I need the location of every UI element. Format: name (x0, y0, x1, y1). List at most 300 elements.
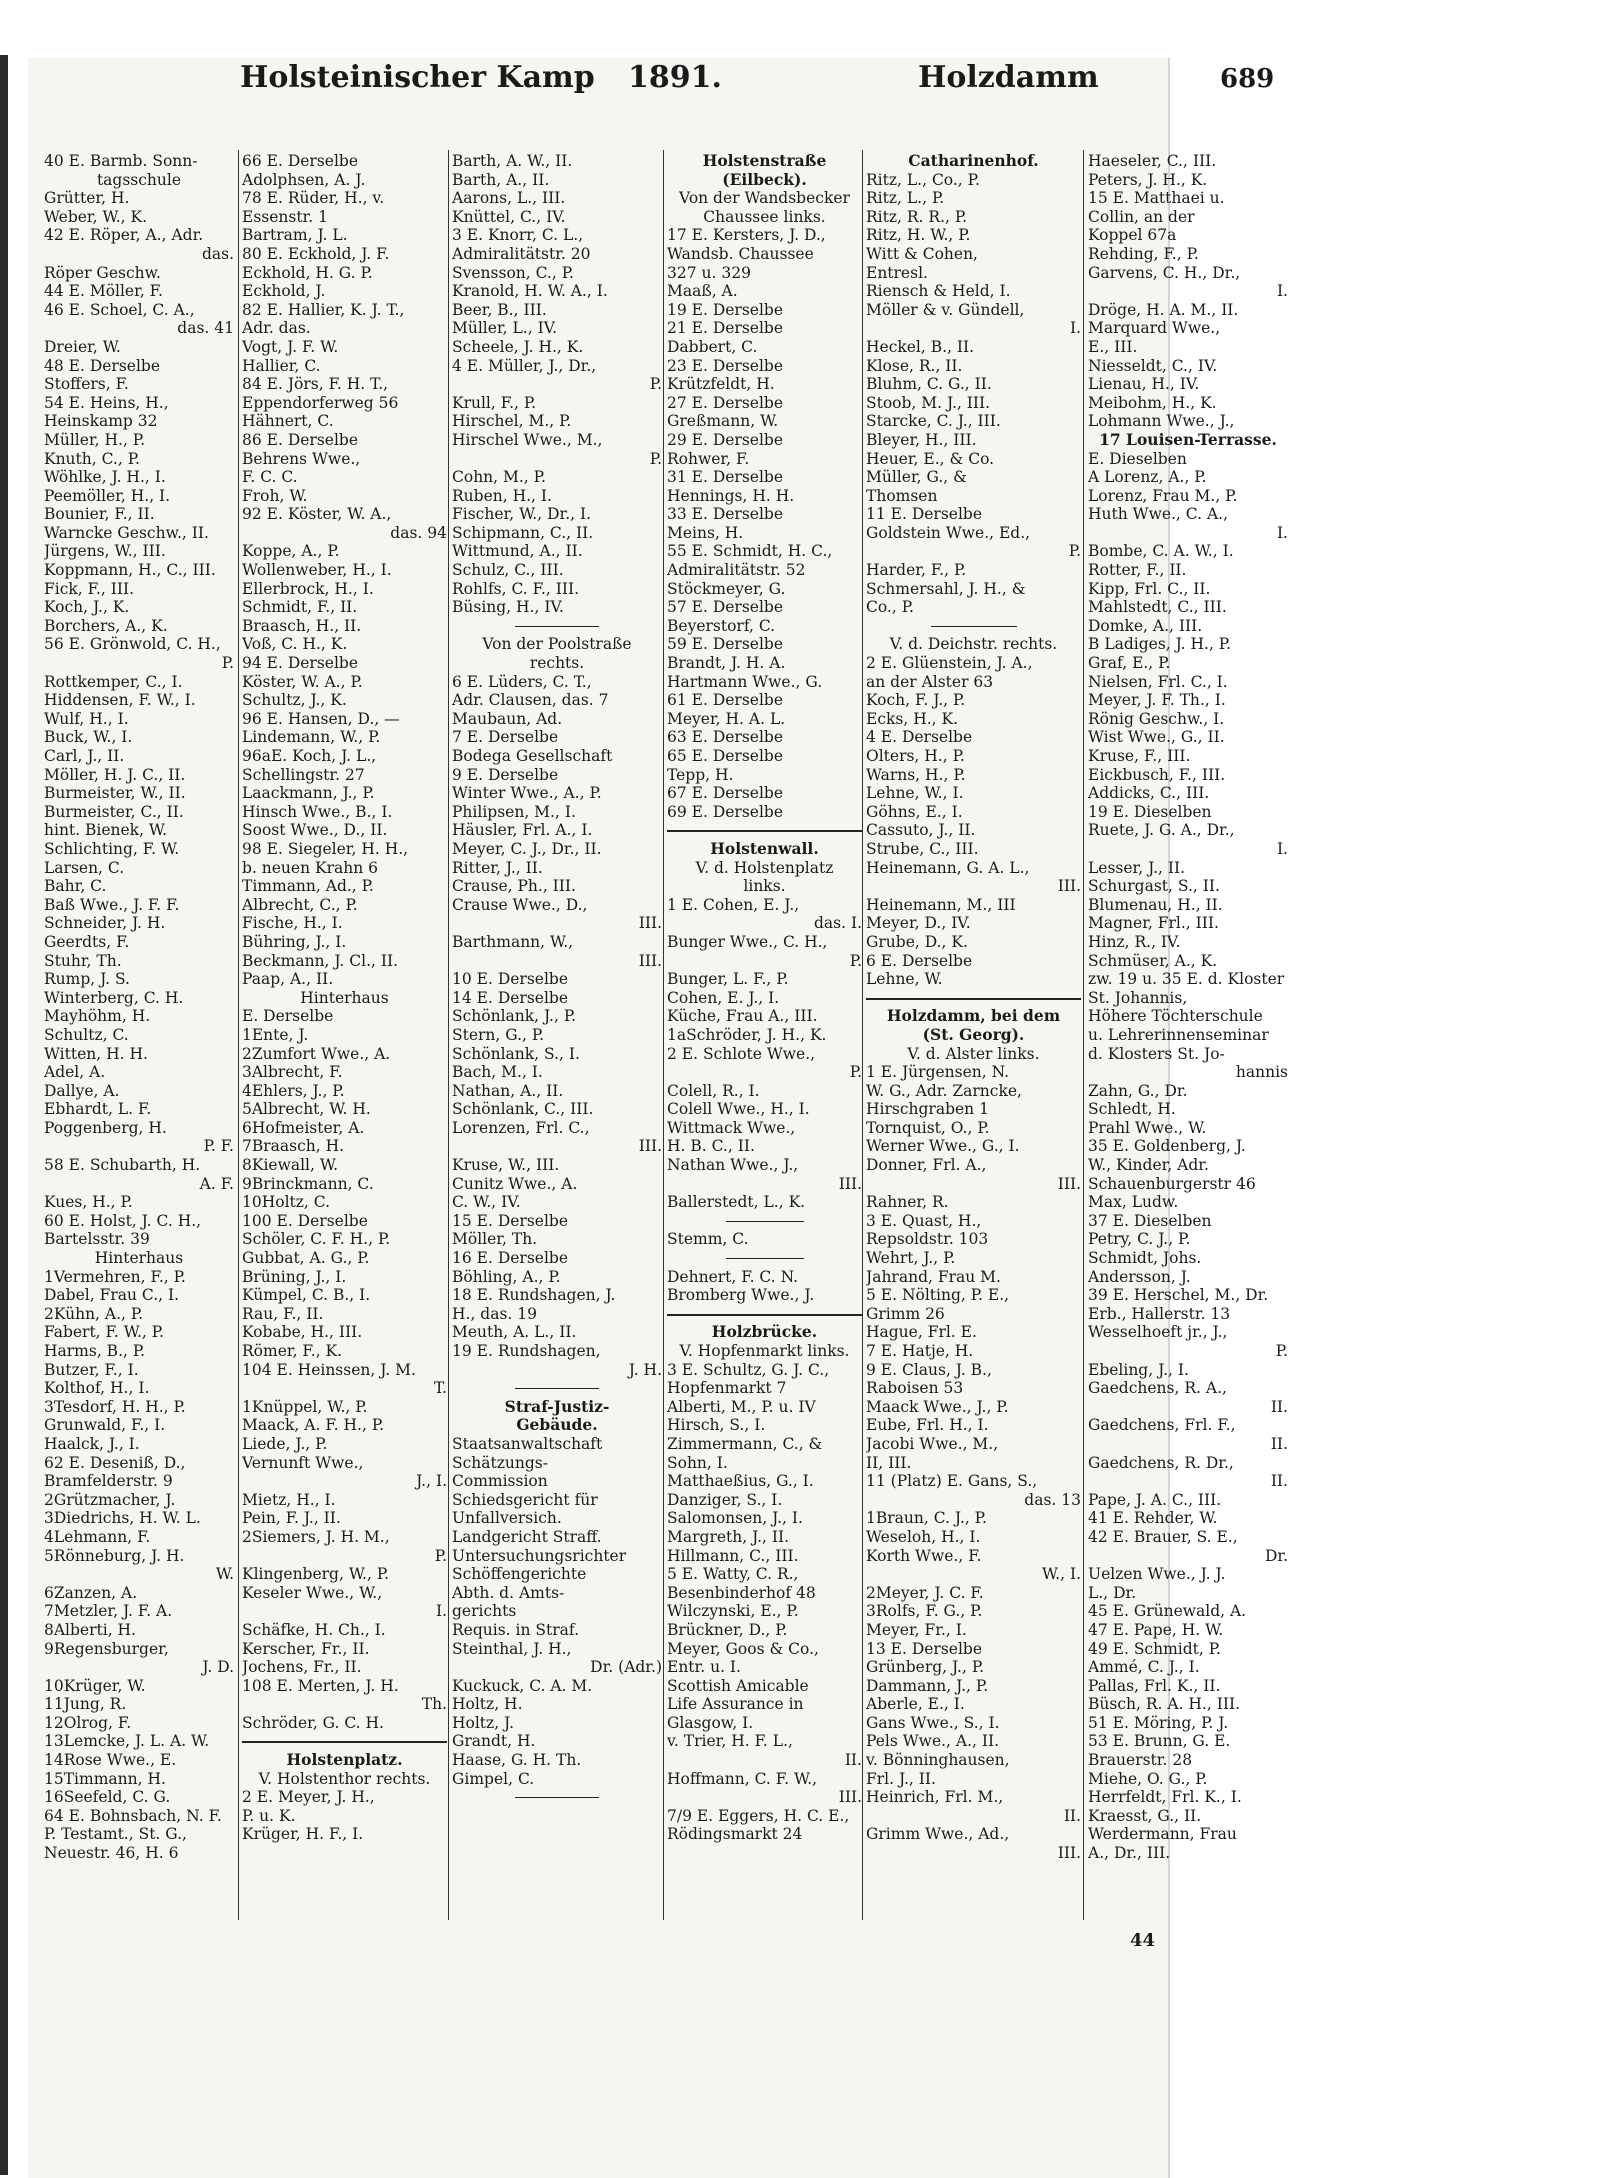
directory-entry: Paap, A., II. (242, 970, 334, 989)
directory-entry: 41 E. Rehder, W. (1088, 1509, 1218, 1528)
section-rule (667, 1249, 862, 1268)
directory-entry: 18 E. Rundshagen, J. (452, 1286, 616, 1305)
directory-entry: Hague, Frl. E. (866, 1323, 977, 1342)
directory-entry: J. H. (628, 1360, 662, 1379)
directory-entry: hint. Bienek, W. (44, 821, 168, 840)
directory-entry: Rahner, R. (866, 1193, 949, 1212)
directory-entry: Landgericht Straff. (452, 1527, 602, 1546)
column-divider (448, 150, 449, 1920)
directory-entry: 7 E. Hatje, H. (866, 1342, 974, 1360)
directory-entry: Meyer, D., IV. (866, 914, 971, 933)
directory-entry: 48 E. Derselbe (44, 356, 161, 375)
directory-entry: 11 (Platz) E. Gans, S., (866, 1472, 1038, 1491)
directory-entry: Adel, A. (44, 1063, 106, 1082)
directory-entry: W., I. (1041, 1565, 1081, 1584)
directory-entry: 17 E. Kersters, J. D., (667, 226, 826, 245)
directory-entry: Göhns, E., I. (866, 802, 963, 821)
directory-entry: Knüttel, C., IV. (452, 207, 566, 226)
directory-entry: Heuer, E., & Co. (866, 449, 995, 468)
directory-entry: Blumenau, H., II. (1088, 895, 1223, 914)
directory-entry: 3Tesdorf, H. H., P. (44, 1397, 186, 1416)
directory-entry: Hallier, C. (242, 356, 321, 375)
directory-entry: Kruse, F., III. (1088, 747, 1191, 765)
directory-entry: das. 41 (177, 319, 234, 338)
directory-entry: 64 E. Bohnsbach, N. F. (44, 1806, 222, 1825)
directory-entry: 19 E. Derselbe (667, 300, 784, 319)
directory-entry: 10Krüger, W. (44, 1676, 146, 1695)
directory-entry: 5 E. Nölting, P. E., (866, 1286, 1010, 1305)
directory-entry: Jochens, Fr., II. (242, 1658, 362, 1677)
directory-entry: Schulz, C., III. (452, 561, 564, 580)
directory-entry: P. (849, 1063, 862, 1082)
directory-entry: Fischer, W., Dr., I. (452, 505, 592, 524)
directory-entry: Schneider, J. H. (44, 914, 166, 933)
directory-entry: 5Albrecht, W. H. (242, 1100, 371, 1119)
section-heading: Holstenplatz. (286, 1751, 403, 1770)
directory-entry: Mahlstedt, C., III. (1088, 598, 1227, 617)
directory-entry: Burmeister, W., II. (44, 784, 186, 803)
directory-entry: Schmidt, F., II. (242, 598, 358, 617)
directory-entry: Schultz, C. (44, 1025, 129, 1044)
directory-entry: Bodega Gesellschaft (452, 747, 613, 765)
directory-entry: Müller, L., IV. (452, 319, 558, 338)
directory-entry: Meyer, J. F. Th., I. (1088, 691, 1226, 710)
directory-entry: Crause Wwe., D., (452, 895, 588, 914)
directory-entry: 7/9 E. Eggers, H. C. E., (667, 1806, 850, 1825)
directory-entry: Stoob, M. J., III. (866, 393, 991, 412)
directory-entry: 96aE. Koch, J. L., (242, 747, 377, 765)
directory-entry: Ritz, R. R., P. (866, 207, 968, 226)
directory-entry: 39 E. Herschel, M., Dr. (1088, 1286, 1269, 1305)
directory-entry: Frl. J., II. (866, 1769, 936, 1788)
directory-entry: Nathan Wwe., J., (667, 1156, 799, 1175)
directory-entry: Cassuto, J., II. (866, 821, 976, 840)
directory-entry: Grütter, H. (44, 189, 130, 208)
directory-entry: 60 E. Holst, J. C. H., (44, 1211, 202, 1230)
directory-entry: Scheele, J. H., K. (452, 337, 584, 356)
directory-entry: Stuhr, Th. (44, 951, 122, 970)
directory-entry: Koch, J., K. (44, 598, 130, 617)
directory-entry: 13 E. Derselbe (866, 1639, 983, 1658)
directory-entry: Kruse, W., III. (452, 1156, 560, 1175)
directory-entry: 57 E. Derselbe (667, 598, 784, 617)
directory-entry: Haeseler, C., III. (1088, 152, 1217, 170)
directory-entry: Ebeling, J., I. (1088, 1360, 1189, 1379)
directory-entry: Rump, J. S. (44, 970, 130, 989)
directory-entry: Koppel 67a (1088, 226, 1177, 245)
directory-entry: 40 E. Barmb. Sonn- (44, 152, 198, 170)
directory-entry: J. D. (202, 1658, 234, 1677)
directory-entry: Wilczynski, E., P. (667, 1602, 799, 1621)
directory-entry: das. 13 (1024, 1490, 1081, 1509)
directory-entry: Jacobi Wwe., M., (866, 1434, 999, 1453)
directory-entry: 86 E. Derselbe (242, 430, 359, 449)
directory-entry: Kipp, Frl. C., II. (1088, 579, 1211, 598)
directory-entry: III. (638, 951, 662, 970)
directory-entry: Mayhöhm, H. (44, 1007, 151, 1026)
header-street-right: Holzdamm (918, 60, 1099, 95)
directory-entry: Höhere Töchterschule (1088, 1007, 1263, 1026)
directory-entry: 2Kühn, A., P. (44, 1304, 144, 1323)
section-heading: Holstenwall. (710, 839, 819, 858)
directory-entry: 37 E. Dieselben (1088, 1211, 1212, 1230)
directory-entry: 19 E. Dieselben (1088, 802, 1212, 821)
directory-entry: Thomsen (866, 486, 938, 505)
directory-entry: 100 E. Derselbe (242, 1211, 368, 1230)
directory-entry: A Lorenz, A., P. (1088, 468, 1207, 487)
directory-entry: 104 E. Heinssen, J. M. (242, 1360, 416, 1379)
directory-entry: Dammann, J., P. (866, 1676, 989, 1695)
directory-entry: Winterberg, C. H. (44, 988, 184, 1007)
directory-entry: Ritz, H. W., P. (866, 226, 971, 245)
directory-entry: Möller, H. J. C., II. (44, 765, 186, 784)
section-heading: Straf-Justiz- (504, 1397, 610, 1416)
directory-entry: Gans Wwe., S., I. (866, 1713, 1000, 1732)
directory-entry: v. Bönninghausen, (866, 1751, 1010, 1770)
directory-entry: Müller, G., & (866, 468, 967, 487)
directory-entry: 4 E. Derselbe (866, 728, 973, 747)
directory-entry: Andersson, J. (1088, 1267, 1191, 1286)
directory-entry: Meuth, A. L., II. (452, 1323, 577, 1342)
directory-entry: Glasgow, I. (667, 1713, 754, 1732)
section-heading: (Eilbeck). (722, 170, 807, 189)
directory-entry: V. Hopfenmarkt links. (679, 1342, 850, 1360)
directory-entry: Hirsch, S., I. (667, 1416, 766, 1435)
directory-entry: Entresl. (866, 263, 928, 282)
directory-entry: Weseloh, H., I. (866, 1527, 981, 1546)
directory-entry: Ritz, L., Co., P. (866, 170, 980, 189)
directory-entry: Mietz, H., I. (242, 1490, 336, 1509)
directory-entry: Lohmann Wwe., J., (1088, 412, 1235, 431)
directory-entry: Dabel, Frau C., I. (44, 1286, 180, 1305)
directory-entry: Lehne, W., I. (866, 784, 964, 803)
directory-entry: III. (1057, 877, 1081, 896)
directory-entry: Schönlank, J., P. (452, 1007, 577, 1026)
directory-entry: I. (435, 1602, 447, 1621)
directory-entry: Schöffengerichte (452, 1565, 587, 1584)
directory-entry: P. (849, 951, 862, 970)
directory-entry: 1Vermehren, F., P. (44, 1267, 186, 1286)
directory-entry: A. F. (199, 1174, 234, 1193)
directory-entry: Koppe, A., P. (242, 542, 340, 561)
directory-entry: Kümpel, C. B., I. (242, 1286, 371, 1305)
directory-entry: 5Rönneburg, J. H. (44, 1546, 185, 1565)
directory-entry: Pape, J. A. C., III. (1088, 1490, 1222, 1509)
directory-entry: 9 E. Claus, J. B., (866, 1360, 992, 1379)
directory-entry: Fabert, F. W., P. (44, 1323, 164, 1342)
directory-entry: 27 E. Derselbe (667, 393, 784, 412)
directory-entry: 2Siemers, J. H. M., (242, 1527, 390, 1546)
directory-entry: Gimpel, C. (452, 1769, 535, 1788)
directory-entry: 51 E. Möring, P. J. (1088, 1713, 1229, 1732)
directory-entry: Koppmann, H., C., III. (44, 561, 216, 580)
directory-entry: Hoffmann, C. F. W., (667, 1769, 818, 1788)
directory-entry: Froh, W. (242, 486, 308, 505)
directory-entry: Meibohm, H., K. (1088, 393, 1217, 412)
directory-entry: Gaedchens, R. A., (1088, 1379, 1227, 1398)
directory-entry: Huth Wwe., C. A., (1088, 505, 1228, 524)
directory-entry: Lienau, H., IV. (1088, 375, 1200, 394)
directory-entry: V. Holstenthor rechts. (258, 1769, 431, 1788)
directory-entry: Lesser, J., II. (1088, 858, 1186, 877)
directory-entry: Beyerstorf, C. (667, 616, 776, 635)
directory-entry: das. I. (813, 914, 862, 933)
section-divider (242, 1732, 447, 1751)
directory-entry: b. neuen Krahn 6 (242, 858, 378, 877)
directory-entry: 55 E. Schmidt, H. C., (667, 542, 833, 561)
directory-entry: 69 E. Derselbe (667, 802, 784, 821)
directory-entry: E. Derselbe (242, 1007, 334, 1026)
directory-entry: Ellerbrock, H., I. (242, 579, 374, 598)
directory-entry: Brückner, D., P. (667, 1620, 788, 1639)
directory-entry: hannis (1235, 1063, 1288, 1082)
scan-edge (0, 55, 8, 2175)
directory-entry: 19 E. Rundshagen, (452, 1342, 601, 1360)
directory-entry: 44 E. Möller, F. (44, 282, 163, 301)
directory-entry: Koch, F. J., P. (866, 691, 966, 710)
directory-entry: zw. 19 u. 35 E. d. Kloster (1088, 970, 1285, 989)
directory-entry: I. (1276, 282, 1288, 301)
directory-entry: Cohn, M., P. (452, 468, 546, 487)
directory-entry: 4 E. Müller, J., Dr., (452, 356, 597, 375)
directory-entry: Goldstein Wwe., Ed., (866, 523, 1031, 542)
directory-entry: Entr. u. I. (667, 1658, 741, 1677)
directory-entry: Buck, W., I. (44, 728, 133, 747)
directory-entry: P. (434, 1546, 447, 1565)
directory-entry: 6Zanzen, A. (44, 1583, 138, 1602)
directory-entry: Vernunft Wwe., (242, 1453, 364, 1472)
directory-entry: III. (1057, 1174, 1081, 1193)
directory-entry: 31 E. Derselbe (667, 468, 784, 487)
directory-entry: Hopfenmarkt 7 (667, 1379, 787, 1398)
directory-entry: 4Ehlers, J., P. (242, 1081, 345, 1100)
directory-entry: P. (649, 449, 662, 468)
directory-entry: Lorenz, Frau M., P. (1088, 486, 1238, 505)
directory-entry: 11 E. Derselbe (866, 505, 983, 524)
directory-entry: tagsschule (96, 170, 182, 189)
directory-entry: Ritz, L., P. (866, 189, 945, 208)
directory-entry: Bühring, J., I. (242, 932, 347, 951)
directory-entry: Warns, H., P. (866, 765, 966, 784)
directory-entry: P. (649, 375, 662, 394)
directory-entry: d. Klosters St. Jo- (1088, 1044, 1225, 1063)
directory-entry: Scottish Amicable (667, 1676, 809, 1695)
column-divider (238, 150, 239, 1920)
directory-entry: Meins, H. (667, 523, 744, 542)
directory-entry: A., Dr., III. (1088, 1844, 1171, 1863)
directory-entry: P. F. (203, 1137, 234, 1156)
directory-entry: Hirschel, M., P. (452, 412, 572, 431)
directory-entry: 16Seefeld, C. G. (44, 1788, 171, 1807)
directory-entry: Butzer, F., I. (44, 1360, 139, 1379)
directory-entry: Barth, A., II. (452, 170, 550, 189)
directory-entry: Strube, C., III. (866, 839, 979, 858)
directory-entry: Crause, Ph., III. (452, 877, 576, 896)
section-heading: 17 Louisen-Terrasse. (1099, 430, 1277, 449)
directory-entry: Vogt, J. F. W. (242, 337, 339, 356)
directory-entry: Garvens, C. H., Dr., (1088, 263, 1241, 282)
directory-entry: 96 E. Hansen, D., — (242, 709, 400, 728)
directory-entry: Wandsb. Chaussee (667, 244, 814, 263)
directory-entry: Adolphsen, A. J. (242, 170, 366, 189)
directory-entry: Kraesst, G., II. (1088, 1806, 1202, 1825)
directory-entry: 1Ente, J. (242, 1025, 309, 1044)
directory-entry: Bunger Wwe., C. H., (667, 932, 828, 951)
directory-entry: W. G., Adr. Zarncke, (866, 1081, 1022, 1100)
directory-entry: Hirschgraben 1 (866, 1100, 989, 1119)
directory-entry: P. (221, 654, 234, 673)
directory-entry: Sohn, I. (667, 1453, 728, 1472)
directory-entry: Rotter, F., II. (1088, 561, 1187, 580)
directory-entry: Domke, A., III. (1088, 616, 1203, 635)
directory-entry: P. Testamt., St. G., (44, 1825, 187, 1844)
directory-entry: gerichts (452, 1602, 517, 1621)
directory-entry: 3 E. Schultz, G. J. C., (667, 1360, 830, 1379)
directory-entry: Starcke, C. J., III. (866, 412, 1001, 431)
directory-entry: Dr. (Adr.) (590, 1658, 662, 1677)
directory-entry: Matthaeßius, G., I. (667, 1472, 814, 1491)
directory-entry: Grunwald, F., I. (44, 1416, 166, 1435)
directory-entry: Korth Wwe., F. (866, 1546, 982, 1565)
directory-entry: 1 E. Jürgensen, N. (866, 1063, 1010, 1082)
directory-entry: Rottkemper, C., I. (44, 672, 183, 691)
column-divider (1083, 150, 1084, 1920)
directory-entry: Grimm 26 (866, 1304, 945, 1323)
directory-entry: Heinemann, M., III (866, 895, 1016, 914)
directory-entry: Cohen, E. J., I. (667, 988, 780, 1007)
directory-entry: Prahl Wwe., W. (1088, 1118, 1207, 1137)
directory-entry: Meyer, Fr., I. (866, 1620, 967, 1639)
directory-entry: 9 E. Derselbe (452, 765, 559, 784)
directory-entry: Requis. in Straf. (452, 1620, 579, 1639)
directory-entry: 78 E. Rüder, H., v. (242, 189, 385, 208)
directory-entry: Magner, Frl., III. (1088, 914, 1219, 933)
directory-entry: Hinterhaus (300, 988, 389, 1007)
directory-entry: Heinskamp 32 (44, 412, 158, 431)
directory-entry: Tepp, H. (667, 765, 734, 784)
directory-entry: Salomonsen, J., I. (667, 1509, 803, 1528)
directory-entry: I. (1276, 839, 1288, 858)
directory-entry: Laackmann, J., P. (242, 784, 375, 803)
directory-entry: 35 E. Goldenberg, J. (1088, 1137, 1246, 1156)
directory-entry: Haalck, J., I. (44, 1434, 140, 1453)
directory-entry: Tornquist, O., P. (866, 1118, 990, 1137)
directory-entry: Braasch, H., II. (242, 616, 362, 635)
directory-entry: 29 E. Derselbe (667, 430, 784, 449)
directory-entry: Pallas, Frl. K., II. (1088, 1676, 1221, 1695)
directory-entry: 1Braun, C. J., P. (866, 1509, 987, 1528)
directory-entry: II. (1063, 1806, 1081, 1825)
directory-entry: V. d. Holstenplatz (695, 858, 834, 877)
directory-entry: 94 E. Derselbe (242, 654, 359, 673)
directory-entry: 9Regensburger, (44, 1639, 169, 1658)
directory-entry: Peters, J. H., K. (1088, 170, 1208, 189)
directory-entry: 5 E. Watty, C. R., (667, 1565, 799, 1584)
directory-entry: Unfallversich. (452, 1509, 562, 1528)
directory-entry: 2 E. Schlote Wwe., (667, 1044, 816, 1063)
directory-entry: Werner Wwe., G., I. (866, 1137, 1020, 1156)
directory-entry: Harms, B., P. (44, 1342, 146, 1360)
directory-entry: 10 E. Derselbe (452, 970, 569, 989)
directory-entry: Schöler, C. F. H., P. (242, 1230, 391, 1249)
directory-entry: Margreth, J., II. (667, 1527, 790, 1546)
directory-entry: Wittmack Wwe., (667, 1118, 796, 1137)
directory-entry: Büsch, R. A. H., III. (1088, 1695, 1241, 1714)
directory-entry: Admiralitätstr. 52 (667, 561, 806, 580)
directory-entry: Marquard Wwe., (1088, 319, 1221, 338)
directory-entry: 47 E. Pape, H. W. (1088, 1620, 1224, 1639)
directory-entry: Stern, G., P. (452, 1025, 545, 1044)
directory-entry: Carl, J., II. (44, 747, 125, 765)
directory-entry: Danziger, S., I. (667, 1490, 783, 1509)
directory-entry: 65 E. Derselbe (667, 747, 784, 765)
page-number: 689 (1220, 64, 1275, 94)
directory-entry: Warncke Geschw., II. (44, 523, 209, 542)
directory-entry: Werdermann, Frau (1088, 1825, 1237, 1844)
directory-column-1 (44, 152, 234, 1863)
directory-entry: Bahr, C. (44, 877, 107, 896)
directory-entry: Möller, Th. (452, 1230, 538, 1249)
directory-entry: 67 E. Derselbe (667, 784, 784, 803)
directory-entry: Röper Geschw. (44, 263, 161, 282)
directory-entry: Schröder, G. C. H. (242, 1713, 384, 1732)
directory-entry: Stöckmeyer, G. (667, 579, 786, 598)
directory-entry: Beckmann, J. Cl., II. (242, 951, 399, 970)
directory-entry: 49 E. Schmidt, P. (1088, 1639, 1221, 1658)
directory-entry: 3Rolfs, F. G., P. (866, 1602, 983, 1621)
directory-entry: Barth, A. W., II. (452, 152, 573, 170)
directory-entry: W. (215, 1565, 234, 1584)
section-heading: Holstenstraße (702, 152, 827, 170)
directory-entry: Colell, R., I. (667, 1081, 760, 1100)
section-heading: Holzbrücke. (711, 1323, 818, 1342)
directory-entry: Repsoldstr. 103 (866, 1230, 989, 1249)
directory-entry: 11Jung, R. (44, 1695, 127, 1714)
directory-entry: Brauerstr. 28 (1088, 1751, 1193, 1770)
directory-entry: Maack Wwe., J., P. (866, 1397, 1009, 1416)
directory-entry: Staatsanwaltschaft (452, 1434, 603, 1453)
directory-entry: 3Albrecht, F. (242, 1063, 343, 1082)
directory-entry: 6 E. Derselbe (866, 951, 973, 970)
directory-entry: Abth. d. Amts- (452, 1583, 565, 1602)
directory-entry: I. (1276, 523, 1288, 542)
directory-entry: 62 E. Deseniß, D., (44, 1453, 186, 1472)
directory-entry: Büsing, H., IV. (452, 598, 564, 617)
directory-entry: 327 u. 329 (667, 263, 751, 282)
directory-entry: Uelzen Wwe., J. J. (1088, 1565, 1226, 1584)
directory-entry: Hillmann, C., III. (667, 1546, 799, 1565)
directory-entry: Kranold, H. W. A., I. (452, 282, 608, 301)
directory-entry: Meyer, H. A. L. (667, 709, 786, 728)
section-rule (667, 1212, 862, 1231)
directory-entry: I. (1069, 319, 1081, 338)
directory-entry: Burmeister, C., II. (44, 802, 184, 821)
directory-entry: 45 E. Grünewald, A. (1088, 1602, 1247, 1621)
directory-entry: Beer, B., III. (452, 300, 547, 319)
directory-entry: Schönlank, S., I. (452, 1044, 580, 1063)
directory-entry: Geerdts, F. (44, 932, 130, 951)
directory-entry: Soost Wwe., D., II. (242, 821, 388, 840)
directory-entry: 4Lehmann, F. (44, 1527, 151, 1546)
directory-entry: 6 E. Lüders, C. T., (452, 672, 592, 691)
directory-entry: V. d. Alster links. (907, 1044, 1040, 1063)
directory-entry: Knuth, C., P. (44, 449, 140, 468)
directory-entry: Ritter, J., II. (452, 858, 543, 877)
directory-entry: Grandt, H. (452, 1732, 536, 1751)
directory-entry: Kerscher, Fr., II. (242, 1639, 370, 1658)
directory-entry: III. (1057, 1844, 1081, 1863)
directory-entry: 33 E. Derselbe (667, 505, 784, 524)
